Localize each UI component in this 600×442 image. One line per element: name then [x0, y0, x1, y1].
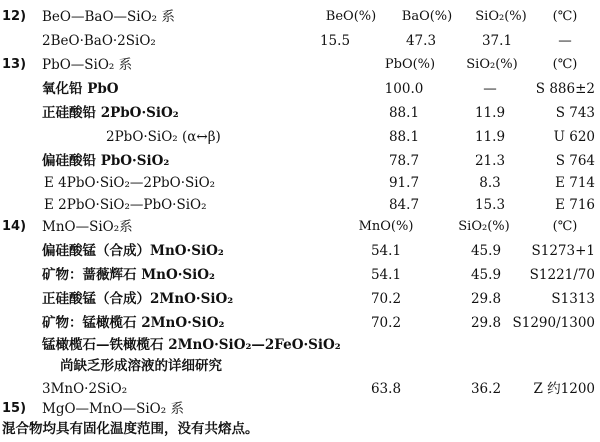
row-value: 11.9 — [474, 105, 506, 121]
note-text: 尚缺乏形成溶液的详细研究 — [60, 358, 222, 374]
column-header: PbO(%) — [384, 57, 436, 72]
row-value: 45.9 — [470, 243, 502, 259]
row-value: S 886±2 — [535, 81, 595, 97]
section-12-heading — [0, 6, 600, 28]
section-title: MnO—SiO₂系 — [42, 219, 133, 235]
column-header: SiO₂(%) — [475, 9, 527, 24]
row-label: 偏硅酸铅 PbO·SiO₂ — [42, 153, 170, 169]
section-number: 14) — [2, 219, 27, 234]
table-row — [0, 150, 600, 172]
column-header: SiO₂(%) — [466, 57, 518, 72]
row-value: 88.1 — [388, 105, 420, 121]
row-label: 偏硅酸锰（合成）MnO·SiO₂ — [42, 243, 224, 259]
row-value: 47.3 — [405, 33, 437, 49]
section-title: PbO—SiO₂ 系 — [42, 57, 133, 73]
row-label: 3MnO·2SiO₂ — [42, 381, 128, 397]
column-header: (℃) — [552, 9, 578, 24]
row-value: 8.3 — [479, 175, 501, 191]
row-value: S1221/70 — [529, 267, 595, 283]
section-15-heading — [0, 398, 600, 420]
row-value: S1290/1300 — [512, 315, 595, 331]
row-value: U 620 — [553, 129, 595, 145]
row-label: E 4PbO·SiO₂—2PbO·SiO₂ — [44, 175, 216, 191]
row-label: 正硅酸铅 2PbO·SiO₂ — [42, 105, 179, 121]
row-label: 矿物：锰橄榄石 2MnO·SiO₂ — [42, 315, 225, 331]
row-value: E 714 — [555, 175, 595, 191]
row-value: 78.7 — [388, 153, 420, 169]
note-line — [0, 418, 600, 440]
row-value: 91.7 — [388, 175, 420, 191]
table-row — [0, 102, 600, 124]
row-value: 70.2 — [370, 291, 402, 307]
column-header: BaO(%) — [401, 9, 453, 24]
row-value: S 743 — [555, 105, 595, 121]
row-value: 15.3 — [474, 197, 506, 213]
row-value: Z 约1200 — [533, 381, 595, 397]
row-value: 54.1 — [370, 243, 402, 259]
row-value: — — [483, 81, 497, 97]
table-row — [0, 78, 600, 100]
section-number: 12) — [2, 9, 27, 24]
row-value: 88.1 — [388, 129, 420, 145]
row-label: E 2PbO·SiO₂—PbO·SiO₂ — [44, 197, 207, 213]
section-13-heading — [0, 54, 600, 76]
row-label: 氧化铅 PbO — [42, 81, 119, 97]
column-header: (℃) — [552, 219, 578, 234]
row-value: 84.7 — [388, 197, 420, 213]
section-title: BeO—BaO—SiO₂ 系 — [42, 9, 175, 25]
table-row — [0, 172, 600, 194]
table-row — [0, 312, 600, 334]
column-header: (℃) — [552, 57, 578, 72]
row-value: 29.8 — [470, 315, 502, 331]
row-value: S1313 — [551, 291, 595, 307]
row-label: 正硅酸锰（合成）2MnO·SiO₂ — [42, 291, 234, 307]
section-14-heading — [0, 216, 600, 238]
row-value: 36.2 — [470, 381, 502, 397]
note-text: 混合物均具有固化温度范围，没有共熔点。 — [2, 421, 259, 437]
row-value: 63.8 — [370, 381, 402, 397]
row-value: 100.0 — [384, 81, 424, 97]
row-value: 70.2 — [370, 315, 402, 331]
column-header: MnO(%) — [358, 219, 414, 234]
row-value: S 764 — [555, 153, 595, 169]
row-label: 2BeO·BaO·2SiO₂ — [42, 33, 156, 49]
row-value: — — [558, 33, 572, 49]
table-row — [0, 288, 600, 310]
row-value: 11.9 — [474, 129, 506, 145]
note-text: 锰橄榄石—铁橄榄石 2MnO·SiO₂—2FeO·SiO₂ — [42, 337, 341, 353]
note-line — [0, 334, 600, 356]
column-header: BeO(%) — [325, 9, 377, 24]
section-number: 13) — [2, 57, 27, 72]
row-value: 15.5 — [319, 33, 351, 49]
column-header: SiO₂(%) — [458, 219, 510, 234]
row-value: 37.1 — [481, 33, 513, 49]
row-value: 29.8 — [470, 291, 502, 307]
row-value: 54.1 — [370, 267, 402, 283]
section-title: MgO—MnO—SiO₂ 系 — [42, 401, 184, 417]
table-row — [0, 194, 600, 216]
table-row — [0, 30, 600, 52]
row-value: 21.3 — [474, 153, 506, 169]
row-label: 2PbO·SiO₂ (α↔β) — [106, 129, 221, 145]
row-label: 矿物：蔷薇辉石 MnO·SiO₂ — [42, 267, 215, 283]
note-line — [0, 355, 600, 377]
row-value: 45.9 — [470, 267, 502, 283]
table-row — [0, 240, 600, 262]
row-value: S1273+1 — [531, 243, 595, 259]
table-row — [0, 264, 600, 286]
table-row — [0, 126, 600, 148]
section-number: 15) — [2, 401, 27, 416]
table-row — [0, 378, 600, 400]
row-value: E 716 — [555, 197, 595, 213]
